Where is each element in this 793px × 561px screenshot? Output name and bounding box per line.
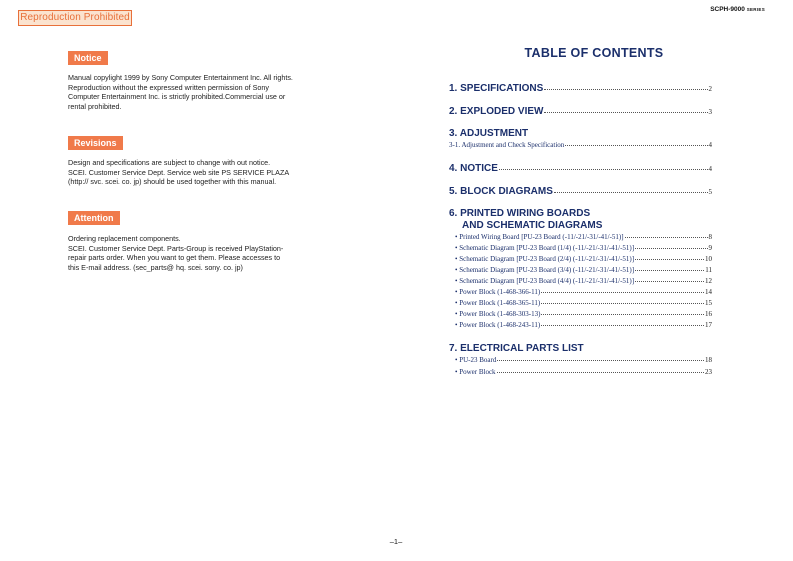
- toc-subentry[interactable]: [449, 141, 712, 150]
- notice-line: Computer Entertainment Inc. is strictly prohibited.Commercial use or: [68, 92, 286, 102]
- leader-dots: [554, 192, 708, 193]
- toc-subentry-label: • Printed Wiring Board [PU-23 Board (-11/-21/-31/-41/-51)]: [455, 233, 624, 241]
- toc-subentry-label: • Power Block (1-468-365-11): [455, 299, 541, 307]
- toc-subentry-page: 8: [708, 233, 712, 241]
- toc-entry-notice[interactable]: [449, 163, 712, 175]
- toc-subentry-label: • PU-23 Board: [455, 356, 497, 364]
- toc-entry-adjustment[interactable]: [449, 128, 712, 140]
- attention-line: this E-mail address. (sec_parts@ hq. scei. sony. co. jp): [68, 262, 243, 272]
- toc-entry-page: 4: [708, 165, 712, 173]
- notice-heading: Notice: [68, 51, 108, 65]
- toc-subentry-label: • Power Block (1-468-243-11): [455, 321, 541, 329]
- leader-dots: [625, 237, 708, 238]
- toc-subentry[interactable]: [455, 255, 712, 264]
- leader-dots: [541, 314, 704, 315]
- revisions-body: [68, 158, 348, 187]
- revisions-line: SCEI. Customer Service Dept. Service web site PS SERVICE PLAZA: [68, 167, 290, 177]
- toc-subentry[interactable]: [455, 244, 712, 253]
- leader-dots: [541, 325, 704, 326]
- toc-subentry[interactable]: [455, 299, 712, 308]
- leader-dots: [544, 89, 707, 90]
- toc-subentry-label: • Schematic Diagram [PU-23 Board (4/4) (-11/-21/-31/-41/-51)]: [455, 277, 635, 285]
- toc-subentry[interactable]: [455, 368, 712, 377]
- toc-entry-schematic-diagrams: AND SCHEMATIC DIAGRAMS: [462, 220, 603, 231]
- toc-entry-label: 3. ADJUSTMENT: [449, 128, 529, 139]
- toc-subentry-label: • Schematic Diagram [PU-23 Board (3/4) (-11/-21/-31/-41/-51)]: [455, 266, 635, 274]
- toc-subentry[interactable]: [455, 310, 712, 319]
- notice-line: Manual copylight 1999 by Sony Computer Entertainment Inc. All rights.: [68, 73, 293, 82]
- model-number: [710, 6, 765, 13]
- toc-entry-printed-wiring-boards[interactable]: [449, 208, 712, 220]
- model-name: SCPH-9000: [710, 6, 745, 13]
- toc-entry-page: 3: [708, 108, 712, 116]
- toc-subentry-page: 11: [705, 266, 712, 274]
- leader-dots: [541, 292, 704, 293]
- revisions-line: Design and specifications are subject to change with out notice.: [68, 158, 271, 167]
- leader-dots: [499, 169, 708, 170]
- leader-dots: [541, 303, 704, 304]
- toc-subentry[interactable]: [455, 288, 712, 297]
- toc-entry-label: 4. NOTICE: [449, 163, 498, 174]
- leader-dots: [497, 360, 704, 361]
- attention-line: Ordering replacement components.: [68, 234, 181, 243]
- toc-subentry-page: 18: [705, 356, 712, 364]
- toc-subentry-page: 12: [705, 277, 712, 285]
- toc-entry-label: 2. EXPLODED VIEW: [449, 106, 544, 117]
- leader-dots: [635, 281, 704, 282]
- toc-entry-label: 6. PRINTED WIRING BOARDS: [449, 208, 591, 219]
- attention-line: repair parts order. When you want to get them. Please accesses to: [68, 253, 281, 263]
- notice-line: Reproduction without the expressed written permission of Sony: [68, 82, 269, 92]
- toc-entry-electrical-parts-list[interactable]: [449, 343, 712, 355]
- toc-subentry-page: 4: [708, 141, 712, 149]
- leader-dots: [635, 248, 707, 249]
- toc-entry-label: 7. ELECTRICAL PARTS LIST: [449, 343, 584, 354]
- toc-subentry[interactable]: [455, 233, 712, 242]
- toc-subentry[interactable]: [455, 277, 712, 286]
- toc-subentry[interactable]: [455, 321, 712, 330]
- toc-subentry-label: • Schematic Diagram [PU-23 Board (2/4) (-11/-21/-31/-41/-51)]: [455, 255, 635, 263]
- leader-dots: [497, 372, 704, 373]
- toc-subentry-label: • Schematic Diagram [PU-23 Board (1/4) (-11/-21/-31/-41/-51)]: [455, 244, 635, 252]
- toc-entry-label: 5. BLOCK DIAGRAMS: [449, 186, 553, 197]
- leader-dots: [635, 259, 704, 260]
- toc-entry-label: 1. SPECIFICATIONS: [449, 83, 544, 94]
- toc-subentry-page: 16: [705, 310, 712, 318]
- toc-subentry-page: 14: [705, 288, 712, 296]
- notice-body: [68, 73, 348, 111]
- leader-dots: [635, 270, 704, 271]
- toc-subentry-page: 15: [705, 299, 712, 307]
- attention-body: [68, 234, 348, 272]
- attention-heading: Attention: [68, 211, 120, 225]
- toc-subentry-page: 23: [705, 368, 712, 376]
- toc-subentry-label: • Power Block: [455, 368, 496, 376]
- toc-subentry[interactable]: [455, 266, 712, 275]
- toc-subentry-label: 3-1. Adjustment and Check Specification: [449, 141, 565, 149]
- toc-subentry-page: 9: [708, 244, 712, 252]
- notice-line: rental prohibited.: [68, 101, 122, 111]
- toc-entry-page: 5: [708, 188, 712, 196]
- toc-subentry-label: • Power Block (1-468-303-13): [455, 310, 541, 318]
- toc-subentry-page: 10: [705, 255, 712, 263]
- toc-subentry[interactable]: [455, 356, 712, 365]
- toc-entry-exploded-view[interactable]: [449, 106, 712, 118]
- reproduction-prohibited-stamp: Reproduction Prohibited: [18, 10, 132, 26]
- toc-title: TABLE OF CONTENTS: [524, 46, 664, 60]
- attention-line: SCEI. Customer Service Dept. Parts-Group is received PlayStation-: [68, 243, 284, 253]
- toc-subentry-page: 17: [705, 321, 712, 329]
- toc-entry-specifications[interactable]: [449, 83, 712, 95]
- toc-subentry-label: • Power Block (1-468-366-11): [455, 288, 541, 296]
- revisions-heading: Revisions: [68, 136, 123, 150]
- model-suffix: SERIES: [746, 7, 765, 12]
- revisions-line: (http:// svc. scei. co. jp) should be used together with this manual.: [68, 177, 277, 187]
- toc-entry-page: 2: [708, 85, 712, 93]
- leader-dots: [544, 112, 707, 113]
- toc-entry-block-diagrams[interactable]: [449, 186, 712, 198]
- page-number: –1–: [389, 537, 403, 546]
- leader-dots: [565, 145, 707, 146]
